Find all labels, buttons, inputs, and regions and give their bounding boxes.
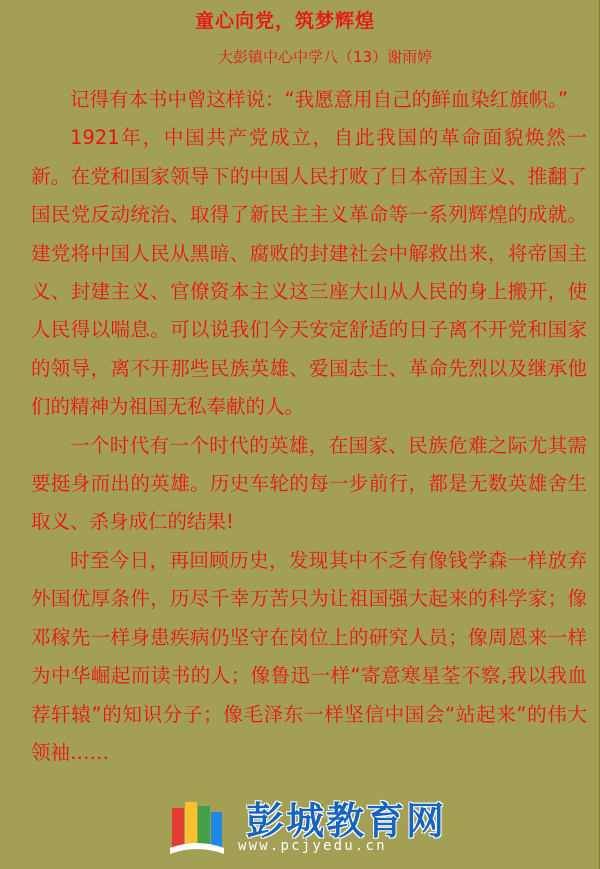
paragraph-2: 1921年，中国共产党成立，自此我国的革命面貌焕然一新。在党和国家领导下的中国人民打败了日本帝国主义、推翻了国民党反动统治、取得了新民主主义革命等一系列辉煌的成就。建党将中国人民从黑暗、腐败的封建社会中解救出来，将帝国主义、封建主义、官僚资本主义这三座大山从人民的身上搬开，使人民得以喘息。可以说我们今天安定舒适的日子离不开党和国家的领导，离不开那些民族英雄、爱国志士、革命先烈以及继承他们的精神为祖国无私奉献的人。 [31,126,587,419]
paragraph-3: 一个时代有一个时代的英雄，在国家、民族危难之际尤其需要挺身而出的英雄。历史车轮的每一步前行，都是无数英雄舍生取义、杀身成仁的结果! [31,433,587,534]
document-body [31,81,587,772]
document-author: 大彭镇中心中学八（13）谢雨婷 [218,48,433,66]
site-watermark [168,790,458,865]
watermark-name: 彭城教育网 [246,799,447,843]
watermark-url: www.pcjyedu.cn [238,838,387,854]
paragraph-1: 记得有本书中曾这样说：“我愿意用自己的鲜血染红旗帜。” [70,88,568,111]
book-logo-icon [168,794,226,856]
document-title: 童心向党，筑梦辉煌 [195,10,376,32]
paragraph-4: 时至今日，再回顾历史，发现其中不乏有像钱学森一样放弃外国优厚条件，历尽千幸万苦只为让祖国强大起来的科学家；像邓稼先一样身患疾病仍坚守在岗位上的研究人员；像周恩来一样为中华崛起而读书的人；像鲁迅一样“寄意寒星荃不察,我以我血荐轩辕”的知识分子；像毛泽东一样坚信中国会“站起来”的伟大领袖…… [31,548,587,764]
